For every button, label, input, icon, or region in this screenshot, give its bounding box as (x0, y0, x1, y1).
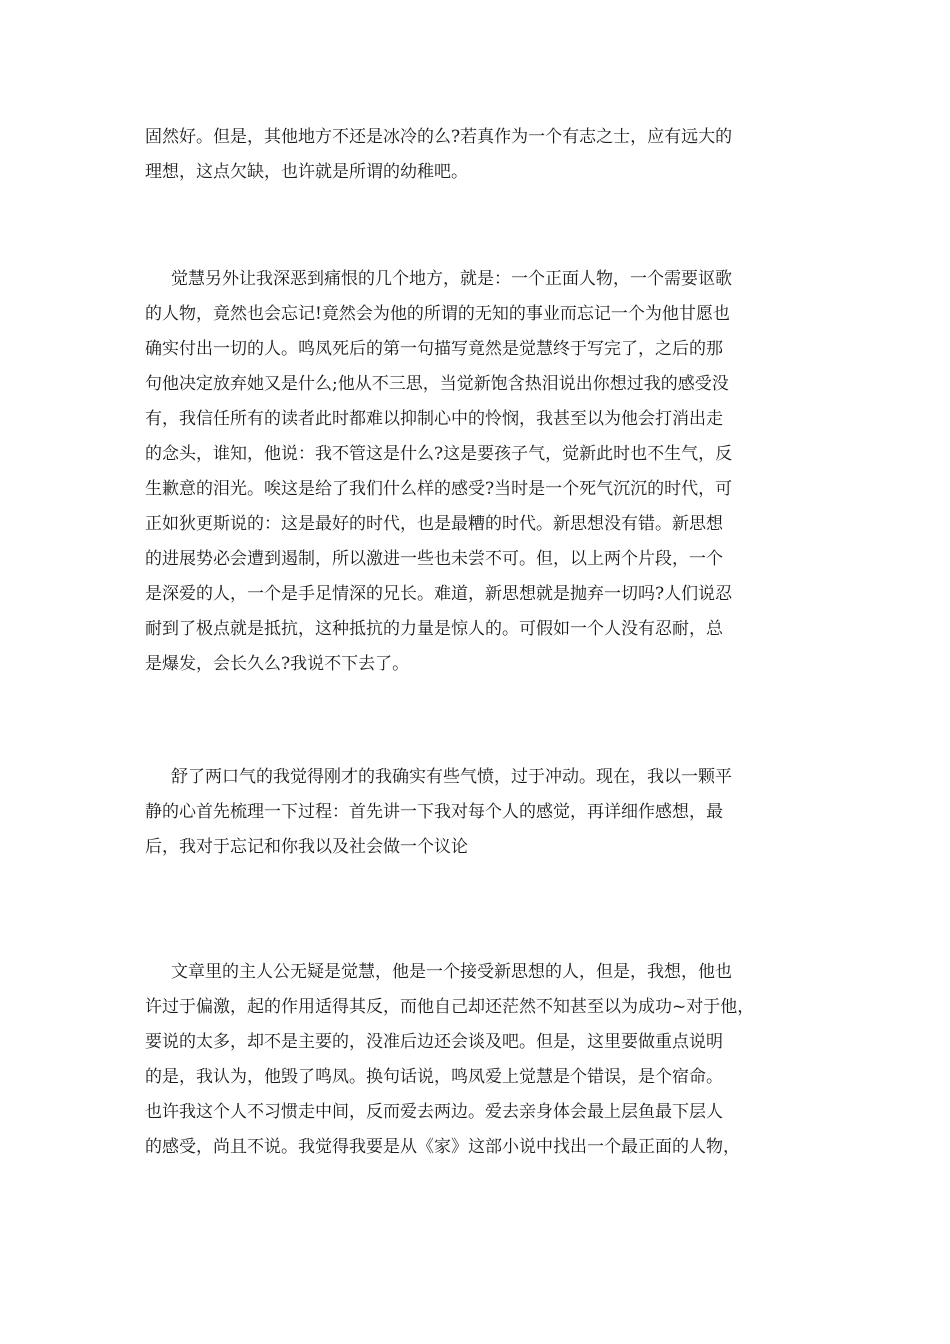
text-line: 的感受，尚且不说。我觉得我要是从《家》这部小说中找出一个最正面的人物， (145, 1137, 740, 1157)
text-line: 是深爱的人，一个是手足情深的兄长。难道，新思想就是抛弃一切吗?人们说忍 (145, 584, 733, 604)
text-line: 静的心首先梳理一下过程：首先讲一下我对每个人的感觉，再详细作感想，最 (145, 802, 723, 822)
text-line: 文章里的主人公无疑是觉慧，他是一个接受新思想的人，但是，我想，他也 (171, 962, 732, 982)
text-line: 也许我这个人不习惯走中间，反而爱去两边。爱去亲身体会最上层鱼最下层人 (145, 1102, 723, 1122)
text-line: 是爆发，会长久么?我说不下去了。 (145, 654, 410, 674)
text-line: 正如狄更斯说的：这是最好的时代，也是最糟的时代。新思想没有错。新思想 (145, 514, 723, 534)
text-line: 的进展势必会遭到遏制，所以激进一些也未尝不可。但，以上两个片段，一个 (145, 549, 723, 569)
text-line: 觉慧另外让我深恶到痛恨的几个地方，就是：一个正面人物，一个需要讴歌 (171, 269, 732, 289)
text-line: 句他决定放弃她又是什么;他从不三思，当觉新饱含热泪说出你想过我的感受没 (145, 374, 729, 394)
text-line: 的是，我认为，他毁了鸣凤。换句话说，鸣凤爱上觉慧是个错误，是个宿命。 (145, 1067, 723, 1087)
text-line: 有，我信任所有的读者此时都难以抑制心中的怜悯，我甚至以为他会打消出走 (145, 409, 723, 429)
paragraph-2 (145, 262, 815, 682)
text-line: 耐到了极点就是抵抗，这种抵抗的力量是惊人的。可假如一个人没有忍耐，总 (145, 619, 723, 639)
text-line: 确实付出一切的人。鸣凤死后的第一句描写竟然是觉慧终于写完了，之后的那 (145, 339, 723, 359)
text-line: 固然好。但是，其他地方不还是冰冷的么?若真作为一个有志之士，应有远大的 (145, 127, 733, 147)
paragraph-4 (145, 955, 815, 1165)
text-line: 的人物，竟然也会忘记!竟然会为他的所谓的无知的事业而忘记一个为他甘愿也 (145, 304, 730, 324)
text-line: 舒了两口气的我觉得刚才的我确实有些气愤，过于冲动。现在，我以一颗平 (171, 767, 732, 787)
text-line: 理想，这点欠缺，也许就是所谓的幼稚吧。 (145, 162, 468, 182)
paragraph-3 (145, 760, 815, 865)
text-line: 后，我对于忘记和你我以及社会做一个议论 (145, 837, 468, 857)
text-line: 许过于偏激，起的作用适得其反，而他自己却还茫然不知甚至以为成功~对于他， (145, 997, 755, 1017)
text-line: 的念头，谁知，他说：我不管这是什么?这是要孩子气，觉新此时也不生气，反 (145, 444, 733, 464)
paragraph-1 (145, 120, 815, 190)
text-line: 生歉意的泪光。唉这是给了我们什么样的感受?当时是一个死气沉沉的时代，可 (145, 479, 733, 499)
text-line: 要说的太多，却不是主要的，没准后边还会谈及吧。但是，这里要做重点说明 (145, 1032, 723, 1052)
